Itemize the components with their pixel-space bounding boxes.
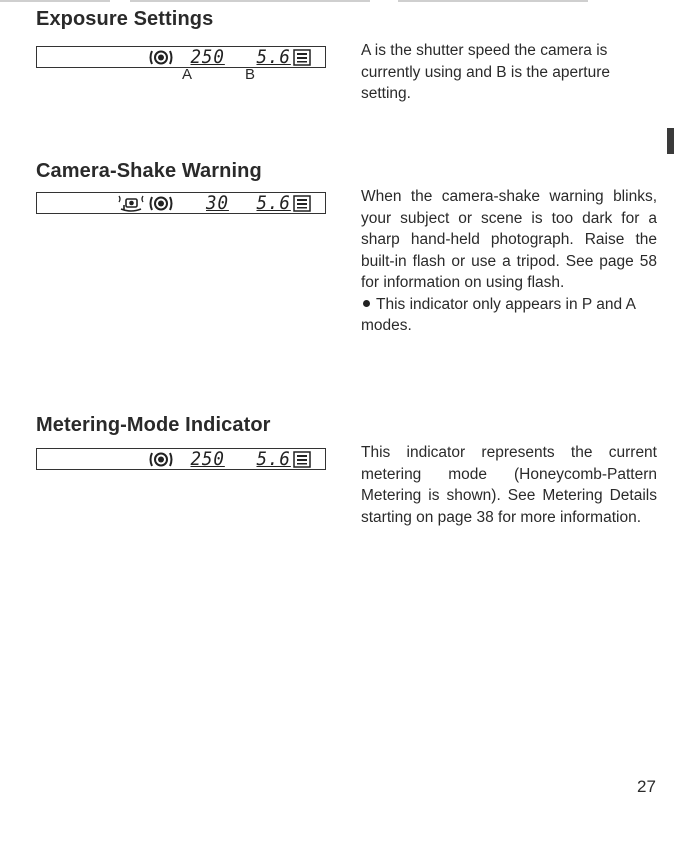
aperture-readout: 5.6: [256, 192, 291, 214]
metering-icon: [149, 49, 173, 71]
paragraph: This indicator represents the current metering mode (Honeycomb-Pattern Metering is shown). See Metering Details starting on page 38 for more information.: [361, 444, 657, 526]
shutter-speed-readout: 30: [205, 192, 229, 214]
metering-icon: [149, 195, 173, 217]
aperture-readout: 5.6: [256, 448, 291, 470]
description-camera-shake-warning: [361, 186, 657, 337]
heading-metering-mode-indicator: Metering-Mode Indicator: [36, 414, 271, 436]
heading-camera-shake-warning: Camera-Shake Warning: [36, 160, 262, 182]
label-b: B: [245, 66, 256, 83]
aperture-readout: 5.6: [256, 46, 291, 68]
exposure-mode-icon: [292, 451, 312, 473]
bullet-text: This indicator only appears in P and A modes.: [361, 295, 636, 334]
page-number: 27: [637, 777, 656, 796]
heading-exposure-settings: Exposure Settings: [36, 8, 214, 30]
camera-shake-icon: [117, 195, 145, 218]
top-rule-middle: [130, 0, 370, 2]
bullet-icon: [363, 300, 370, 307]
lcd-display-exposure: [36, 46, 326, 68]
section-tab-marker: [667, 128, 674, 154]
top-rule-left: [0, 0, 110, 2]
bullet-item: [361, 294, 657, 337]
shutter-speed-readout: 250: [190, 46, 225, 68]
exposure-mode-icon: [292, 49, 312, 71]
label-a: A: [182, 66, 193, 83]
exposure-mode-icon: [292, 195, 312, 217]
shutter-speed-readout: 250: [190, 448, 225, 470]
lcd-display-metering: [36, 448, 326, 470]
description-exposure-settings: [361, 40, 657, 105]
top-rule-right: [398, 0, 588, 2]
description-metering-mode-indicator: [361, 442, 657, 528]
paragraph: When the camera-shake warning blinks, your subject or scene is too dark for a sharp hand-held photograph. Raise the built-in flash or use a tripod. See page 58 for information on using flash.: [361, 188, 657, 291]
lcd-display-camera-shake: [36, 192, 326, 214]
metering-icon: [149, 451, 173, 473]
paragraph: A is the shutter speed the camera is currently using and B is the aperture setting.: [361, 42, 610, 102]
